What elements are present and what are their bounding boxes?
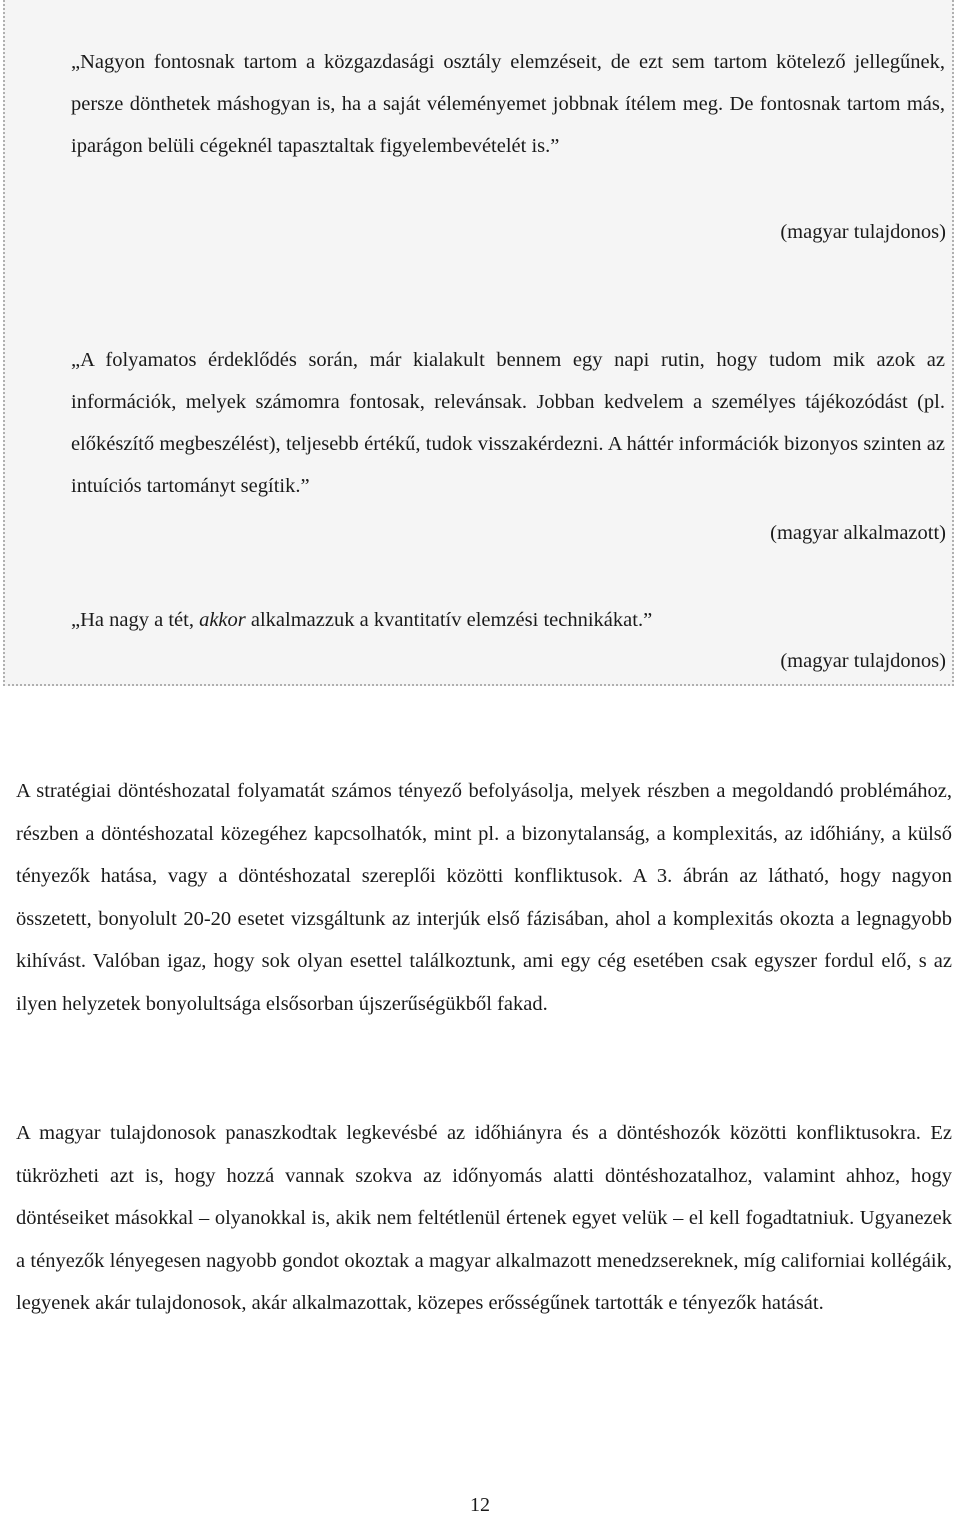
quote-2-attribution: (magyar alkalmazott) bbox=[770, 522, 946, 544]
body-paragraph-1-text: A stratégiai döntéshozatal folyamatát számos tényező befolyásolja, melyek részben a megoldandó problémához, részben a döntéshozatal közegéhez kapcsolhatók, mint pl. a bizonytalanság, a komplexitás, az időhiány, a külső tényezők hatása, vagy a döntéshozatal szereplői közötti konfliktusok. A 3. ábrán az látható, hogy nagyon összetett, bonyolult 20-20 esetet vizsgáltunk az interjúk első fázisában, ahol a komplexitás okozta a legnagyobb kihívást. Valóban igaz, hogy sok olyan esettel találkoztunk, ami egy cég esetében csak egyszer fordul elő, s az ilyen helyzetek bonyolultsága elsősorban újszerűségükből fakad. bbox=[16, 780, 952, 1015]
quote-1 bbox=[71, 41, 945, 167]
quote-1-text: „Nagyon fontosnak tartom a közgazdasági osztály elemzéseit, de ezt sem tartom kötelező jellegűnek, persze dönthetek máshogyan is, ha a saját véleményemet jobbnak ítélem meg. De fontosnak tartom más, iparágon belüli cégeknél tapasztaltak figyelembevételét is.” bbox=[71, 51, 945, 157]
quote-3-text-after: alkalmazzuk a kvantitatív elemzési technikákat.” bbox=[245, 609, 653, 631]
body-paragraph-2 bbox=[16, 1112, 952, 1325]
quote-2-text: „A folyamatos érdeklődés során, már kialakult bennem egy napi rutin, hogy tudom mik azok az információk, melyek számomra fontosak, relevánsak. Jobban kedvelem a személyes tájékozódást (pl. előkészítő megbeszélést), teljesebb értékű, tudok visszakérdezni. A háttér információk bizonyos szinten az intuíciós tartományt segítik.” bbox=[71, 349, 945, 497]
quote-3-text bbox=[71, 599, 945, 641]
quote-2 bbox=[71, 339, 945, 507]
page-number: 12 bbox=[470, 1494, 490, 1516]
quote-3-text-before: „Ha nagy a tét, bbox=[71, 609, 200, 631]
quote-3-attribution: (magyar tulajdonos) bbox=[780, 650, 946, 672]
body-paragraph-2-text: A magyar tulajdonosok panaszkodtak legkevésbé az időhiányra és a döntéshozók közötti konfliktusokra. Ez tükrözheti azt is, hogy hozzá vannak szokva az időnyomás alatti döntéshozatalhoz, valamint ahhoz, hogy döntéseiket másokkal – olyanokkal is, akik nem feltétlenül értenek egyet velük – el kell fogadtatniuk. Ugyanezek a tényezők lényegesen nagyobb gondot okoztak a magyar alkalmazott menedzsereknek, míg californiai kollégáik, legyenek akár tulajdonosok, akár alkalmazottak, közepes erősségűnek tartották e tényezők hatását. bbox=[16, 1122, 952, 1314]
body-paragraph-1 bbox=[16, 770, 952, 1025]
quote-1-attribution: (magyar tulajdonos) bbox=[780, 221, 946, 243]
quote-3-emphasis: akkor bbox=[199, 609, 246, 631]
quote-3 bbox=[71, 599, 945, 641]
